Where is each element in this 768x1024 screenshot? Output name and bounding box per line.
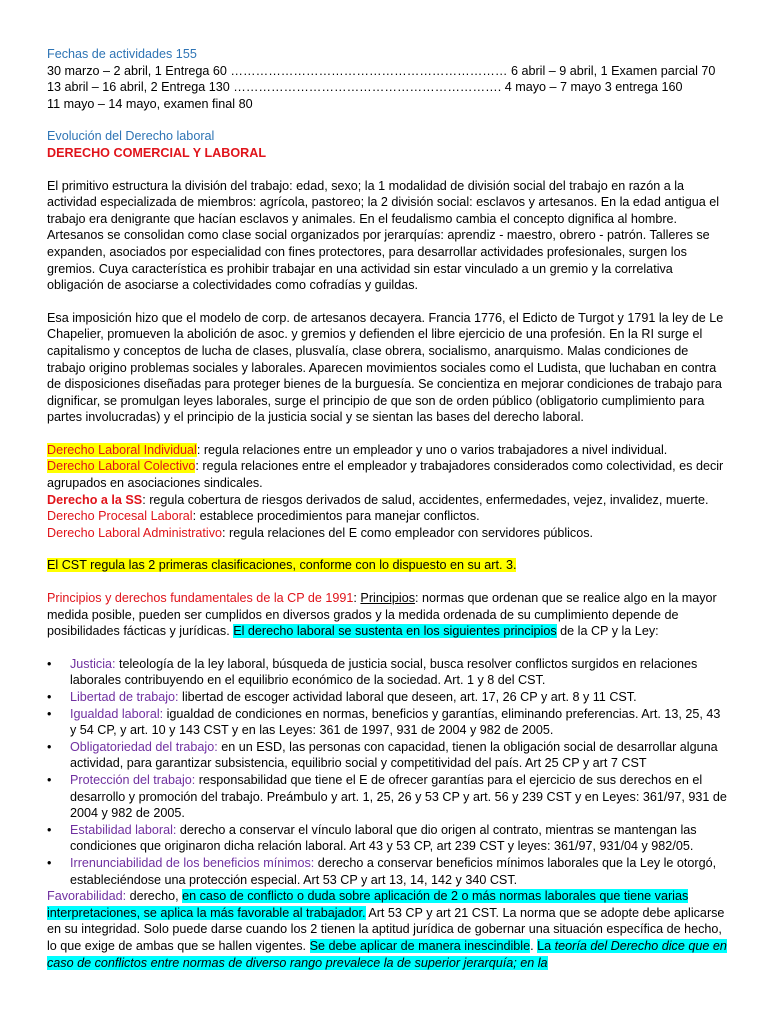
principle-term: Irrenunciabilidad de los beneficios mínimos: [70,855,315,870]
favorabilidad-pre: derecho, [126,889,183,904]
schedule-title: Fechas de actividades 155 [47,47,197,61]
bullet-icon: • [47,656,52,671]
bullet-icon: • [47,772,52,787]
favorabilidad-highlight-2: Se debe aplicar de manera inescindible [309,938,531,953]
principles-list [47,656,727,888]
principle-term: Estabilidad laboral: [70,822,177,837]
classification-item [47,492,727,509]
favorabilidad-dot: . [530,938,538,953]
principle-desc: derecho a conservar beneficios mínimos laborales que la Ley le otorgó, estableciéndose una protección especial. Art 53 CP y art 13, 14, 142 y 340 CST. [70,855,717,887]
principle-term: Protección del trabajo: [70,772,196,787]
paragraph-history: El primitivo estructura la división del trabajo: edad, sexo; la 1 modalidad de división social del trabajo en razón a la actividad especializada de miembros: agrícola, pastoreo; la 2 división social: esclavos y artesanos. En la edad antigua el trabajo era denigrante que hacían esclavos y animales. En el feudalismo cambia el concepto dignifica al hombre. Artesanos se consolidan como clase social organizados por jerarquías: aprendiz - maestro, obrero - patrón. Talleres se expanden, asociados por especialidad con fines protectores, para desarrollar actividades profesionales, surgen los gremios. Cuya característica es prohibir trabajar en una actividad sin estar vinculado a un gremio y la correlativa obligación de asociarse a colectividades como cofradías y guildas. [47,178,720,293]
principles-intro [47,590,727,640]
principle-term: Libertad de trabajo: [70,690,179,704]
principle-desc: derecho a conservar el vínculo laboral que dio origen al contrato, mientras se mantengan las condiciones que originaron dicha relación laboral. Art 43 y 53 CP, art 239 CST y leyes: 361/97, 931/04 y 982/05. [70,822,697,854]
favorabilidad-hl3-plain: La [537,938,555,953]
cst-note [47,557,727,574]
bullet-icon: • [47,822,52,837]
classification-item [47,525,727,542]
document-page [47,46,727,971]
classification-term: Derecho Laboral Colectivo [47,459,196,474]
list-item [47,855,727,888]
schedule-line: 11 mayo – 14 mayo, examen final 80 [47,96,253,111]
classification-term: Derecho Laboral Individual [47,442,197,457]
list-item [47,689,727,706]
principle-term: Obligatoriedad del trabajo: [70,739,218,754]
classification-desc: : regula relaciones entre el empleador y trabajadores considerados como colectividad, es decir agrupados en asociaciones sindicales. [47,459,724,491]
cst-note-text: El CST regula las 2 primeras clasificaciones, conforme con lo dispuesto en su art. 3. [47,558,517,573]
principle-term: Justicia: [70,656,116,671]
principles-highlight: El derecho laboral se sustenta en los siguientes principios [233,624,557,639]
principle-desc: teleología de la ley laboral, búsqueda de justicia social, busca resolver conflictos surgidos en relaciones laborales contribuyendo en el equilibrio económico de la sociedad. Art. 1 y 8 del CST. [70,656,698,688]
principles-colon: : [353,591,361,606]
principle-desc: en un ESD, las personas con capacidad, tienen la obligación social de desarrollar alguna actividad, para garantizar subsistencia, equilibrio social y competitividad del país. Art 25 CP y art 7 CST [70,739,718,771]
principles-text: : normas que ordenan que se realice algo en la mayor medida posible, pueden ser cumplidos en diversos grados y la medida ordenada de su cumplimiento depende de posibilidades fácticas y jurídicas. [47,591,717,639]
classification-item [47,508,727,525]
paragraph-decline: Esa imposición hizo que el modelo de corp. de artesanos decayera. Francia 1776, el Edicto de Turgot y 1791 la ley de Le Chapelier, promueven la abolición de asoc. y gremios y defienden el libre ejercicio de una profesión. En la RI surge el capitalismo y conceptos de lucha de clases, plusvalía, clase obrera, socialismo, anarquismo. Malas condiciones de trabajo origino problemas sociales y laborales. Aparecen movimientos sociales como el Ludista, que luchaban en contra de disposiciones diseñadas para proteger bienes de la burguesía. Se concientiza en mejorar condiciones de trabajo para dignificar, se promulgan leyes laborales, surge el principio de que son de orden público (obligatorio cumplimiento para partes involucradas) y el principio de la justicia social y se sientan las bases del derecho laboral. [47,310,724,425]
favorabilidad-mid: Art 53 CP y art 21 CST. La norma que se adopte debe aplicarse en su integridad. Solo puede darse cuando los 2 tienen la aptitud jurídica de gobernar una situación específica de hecho, lo que exige de ambas que se hallen vigentes. [47,905,725,953]
principles-tail: de la CP y la Ley: [556,624,659,639]
favorabilidad-highlight: en caso de conflicto o duda sobre aplicación de 2 o más normas laborales que tiene varias interpretaciones, se aplica la más favorable al trabajador. [47,889,689,920]
favorabilidad-paragraph [47,888,727,971]
principles-heading: Principios y derechos fundamentales de la CP de 1991 [47,591,354,606]
classification-desc: : regula cobertura de riesgos derivados de salud, accidentes, enfermedades, vejez, invalidez, muerte. [142,492,709,507]
principle-term: Igualdad laboral: [70,706,164,721]
principles-label: Principios [360,591,416,606]
schedule-line: 13 abril – 16 abril, 2 Entrega 130 ………………………………………………………. 4 mayo – 7 mayo 3 entrega 160 [47,80,683,95]
classification-term: Derecho a la SS [47,492,143,507]
bullet-icon: • [47,739,52,754]
classification-term: Derecho Procesal Laboral [47,509,193,524]
classification-desc: : regula relaciones del E como empleador con servidores públicos. [222,525,594,540]
favorabilidad-hl3-italic: teoría del Derecho dice que en caso de conflictos entre normas de diverso rango prevalece la de superior jerarquía; en la [47,938,727,970]
section-subtitle: Evolución del Derecho laboral [47,129,215,144]
list-item [47,739,727,772]
classification-desc: : establece procedimientos para manejar conflictos. [192,509,480,524]
principle-desc: responsabilidad que tiene el E de ofrecer garantías para el ejercicio de sus derechos en el desarrollo y promoción del trabajo. Preámbulo y art. 1, 25, 26 y 53 CP y art. 56 y 239 CST y en Leyes: 361/97, 931 de 2004 y 982 de 2005. [70,772,727,821]
bullet-icon: • [47,855,52,870]
principle-desc: libertad de escoger actividad laboral que deseen, art. 17, 26 CP y art. 8 y 11 CST. [178,690,637,704]
classification-term: Derecho Laboral Administrativo [47,525,223,540]
classification-item [47,442,727,459]
bullet-icon: • [47,690,52,704]
list-item [47,656,727,689]
bullet-icon: • [47,706,52,721]
classification-item [47,458,727,491]
section-title: DERECHO COMERCIAL Y LABORAL [47,145,267,160]
classification-desc: : regula relaciones entre un empleador y uno o varios trabajadores a nivel individual. [196,442,668,457]
list-item [47,706,727,739]
classification-list [47,442,727,542]
schedule-line: 30 marzo – 2 abril, 1 Entrega 60 ………………………………………………………… 6 abril – 9 abril, 1 Examen parcial 70 [47,63,716,78]
favorabilidad-term: Favorabilidad: [47,889,127,904]
list-item [47,772,727,822]
list-item [47,822,727,855]
principle-desc: igualdad de condiciones en normas, beneficios y garantías, eliminando preferencias. Art. 13, 25, 43 y 54 CP, y art. 10 y 143 CST y en las Leyes: 361 de 1997, 931 de 2004 y 982 de 2005. [70,706,721,738]
